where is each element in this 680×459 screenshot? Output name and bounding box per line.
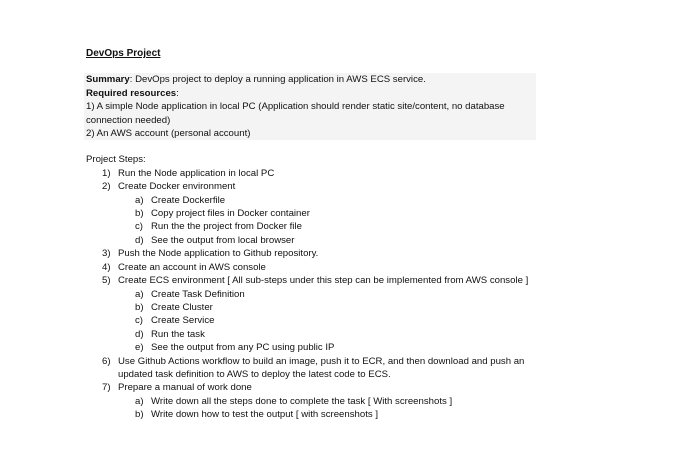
substep-letter: c) <box>135 221 143 233</box>
document-body <box>86 47 536 422</box>
required-item-2: 2) An AWS account (personal account) <box>86 128 251 140</box>
step-number: 3) <box>102 248 111 260</box>
step-number: 2) <box>102 181 111 193</box>
substep-item <box>118 408 536 421</box>
substep-letter: d) <box>135 234 144 246</box>
step-text: Create Docker environment <box>118 181 236 193</box>
steps-list <box>86 167 536 422</box>
substeps-list <box>118 395 536 422</box>
required-heading-line <box>86 87 536 100</box>
spacer <box>86 140 536 153</box>
substep-letter: b) <box>135 409 144 421</box>
step-text: Prepare a manual of work done <box>118 382 252 394</box>
substep-text: Create Service <box>151 315 215 327</box>
substep-text: Copy project files in Docker container <box>151 208 310 220</box>
step-text: Create an account in AWS console <box>118 261 266 273</box>
step-number: 5) <box>102 275 111 287</box>
substep-text: Create Dockerfile <box>151 194 226 206</box>
substep-item <box>118 220 536 233</box>
step-number: 6) <box>102 355 111 367</box>
substep-item <box>118 234 536 247</box>
substep-letter: a) <box>135 395 144 407</box>
step-item <box>86 180 536 247</box>
substep-text: Write down how to test the output [ with screenshots ] <box>151 409 378 421</box>
substeps-list <box>118 288 536 355</box>
step-text: Create ECS environment [ All sub-steps under this step can be implemented from AWS console ] <box>118 275 529 287</box>
summary-line <box>86 73 536 86</box>
substep-text: Run the task <box>151 328 205 340</box>
step-text: Run the Node application in local PC <box>118 167 275 179</box>
step-number: 7) <box>102 382 111 394</box>
step-text: Push the Node application to Github repository. <box>118 248 319 260</box>
substep-letter: d) <box>135 328 144 340</box>
summary-label: Summary <box>86 74 130 86</box>
summary-text: : DevOps project to deploy a running application in AWS ECS service. <box>129 74 426 86</box>
substep-letter: c) <box>135 315 143 327</box>
step-item <box>86 261 536 274</box>
substep-text: Write down all the steps done to complete the task [ With screenshots ] <box>151 395 453 407</box>
steps-heading: Project Steps: <box>86 154 146 166</box>
substep-item <box>118 194 536 207</box>
step-number: 4) <box>102 261 111 273</box>
substep-item <box>118 341 536 354</box>
substep-item <box>118 395 536 408</box>
substep-item <box>118 207 536 220</box>
step-item <box>86 167 536 180</box>
substep-item <box>118 288 536 301</box>
required-item-1: 1) A simple Node application in local PC (Application should render static site/content, no database connection needed) <box>86 101 505 126</box>
substep-letter: a) <box>135 194 144 206</box>
substep-text: See the output from local browser <box>151 234 295 246</box>
substeps-list <box>118 194 536 248</box>
step-item <box>86 355 536 382</box>
substep-letter: b) <box>135 208 144 220</box>
summary-section <box>84 73 536 140</box>
step-item <box>86 247 536 260</box>
substep-text: Create Task Definition <box>151 288 245 300</box>
step-item <box>86 274 536 354</box>
substep-letter: e) <box>135 342 144 354</box>
substep-letter: b) <box>135 301 144 313</box>
step-text: Use Github Actions workflow to build an image, push it to ECR, and then download and push an updated task definition to AWS to deploy the latest code to ECS. <box>118 355 525 380</box>
step-item <box>86 381 536 421</box>
step-number: 1) <box>102 167 111 179</box>
required-heading: Required resources <box>86 87 177 99</box>
substep-letter: a) <box>135 288 144 300</box>
required-colon: : <box>176 87 179 99</box>
substep-item <box>118 301 536 314</box>
substep-item <box>118 314 536 327</box>
substep-item <box>118 328 536 341</box>
substep-text: Create Cluster <box>151 301 213 313</box>
document-title: DevOps Project <box>86 48 161 59</box>
substep-text: See the output from any PC using public IP <box>151 342 335 354</box>
substep-text: Run the the project from Docker file <box>151 221 302 233</box>
